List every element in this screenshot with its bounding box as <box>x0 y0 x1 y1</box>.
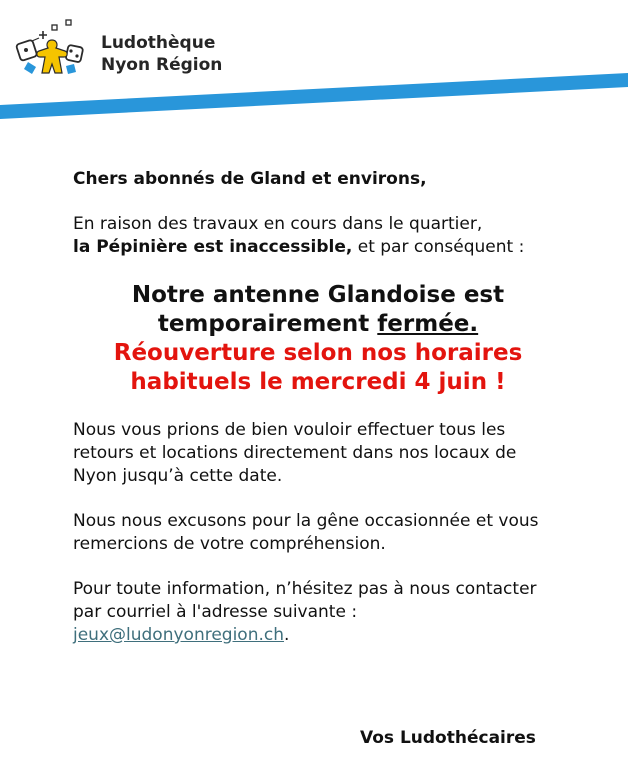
closure-notice <box>63 281 573 397</box>
email-link[interactable]: jeux@ludonyonregion.ch <box>73 625 285 645</box>
paragraph-contact <box>73 578 563 647</box>
brand-line-1: Ludothèque <box>101 33 216 53</box>
brand-name <box>101 32 222 76</box>
notice-line-1: Notre antenne Glandoise est <box>131 282 505 308</box>
notice-line-2a: temporairement <box>157 311 378 337</box>
header-stripe <box>0 70 628 120</box>
contact-text: Pour toute information, n’hésitez pas à nous contacter par courriel à l'adresse suivante : <box>73 579 537 622</box>
works-text-end: et par conséquent : <box>352 237 525 257</box>
notice-closed-word: fermée. <box>377 311 479 337</box>
paragraph-works <box>73 213 563 259</box>
works-bold-text: la Pépinière est inaccessible, <box>73 237 353 257</box>
works-text: En raison des travaux en cours dans le quartier, <box>73 214 483 234</box>
paragraph-returns: Nous vous prions de bien vouloir effectuer tous les retours et locations directement dans nos locaux de Nyon jusqu’à cette date. <box>73 420 517 486</box>
signature: Vos Ludothécaires <box>360 728 536 748</box>
meeple-logo-icon <box>14 18 94 78</box>
paragraph-apology: Nous nous excusons pour la gêne occasionnée et vous remercions de votre compréhension. <box>73 511 539 554</box>
email-suffix: . <box>284 625 290 645</box>
notice-line-2 <box>63 310 573 339</box>
brand-line-2: Nyon Région <box>101 55 223 75</box>
greeting: Chers abonnés de Gland et environs, <box>73 169 427 189</box>
reopening-notice: Réouverture selon nos horaires habituels le mercredi 4 juin ! <box>113 340 523 395</box>
header <box>0 0 628 120</box>
message-body <box>73 168 563 647</box>
